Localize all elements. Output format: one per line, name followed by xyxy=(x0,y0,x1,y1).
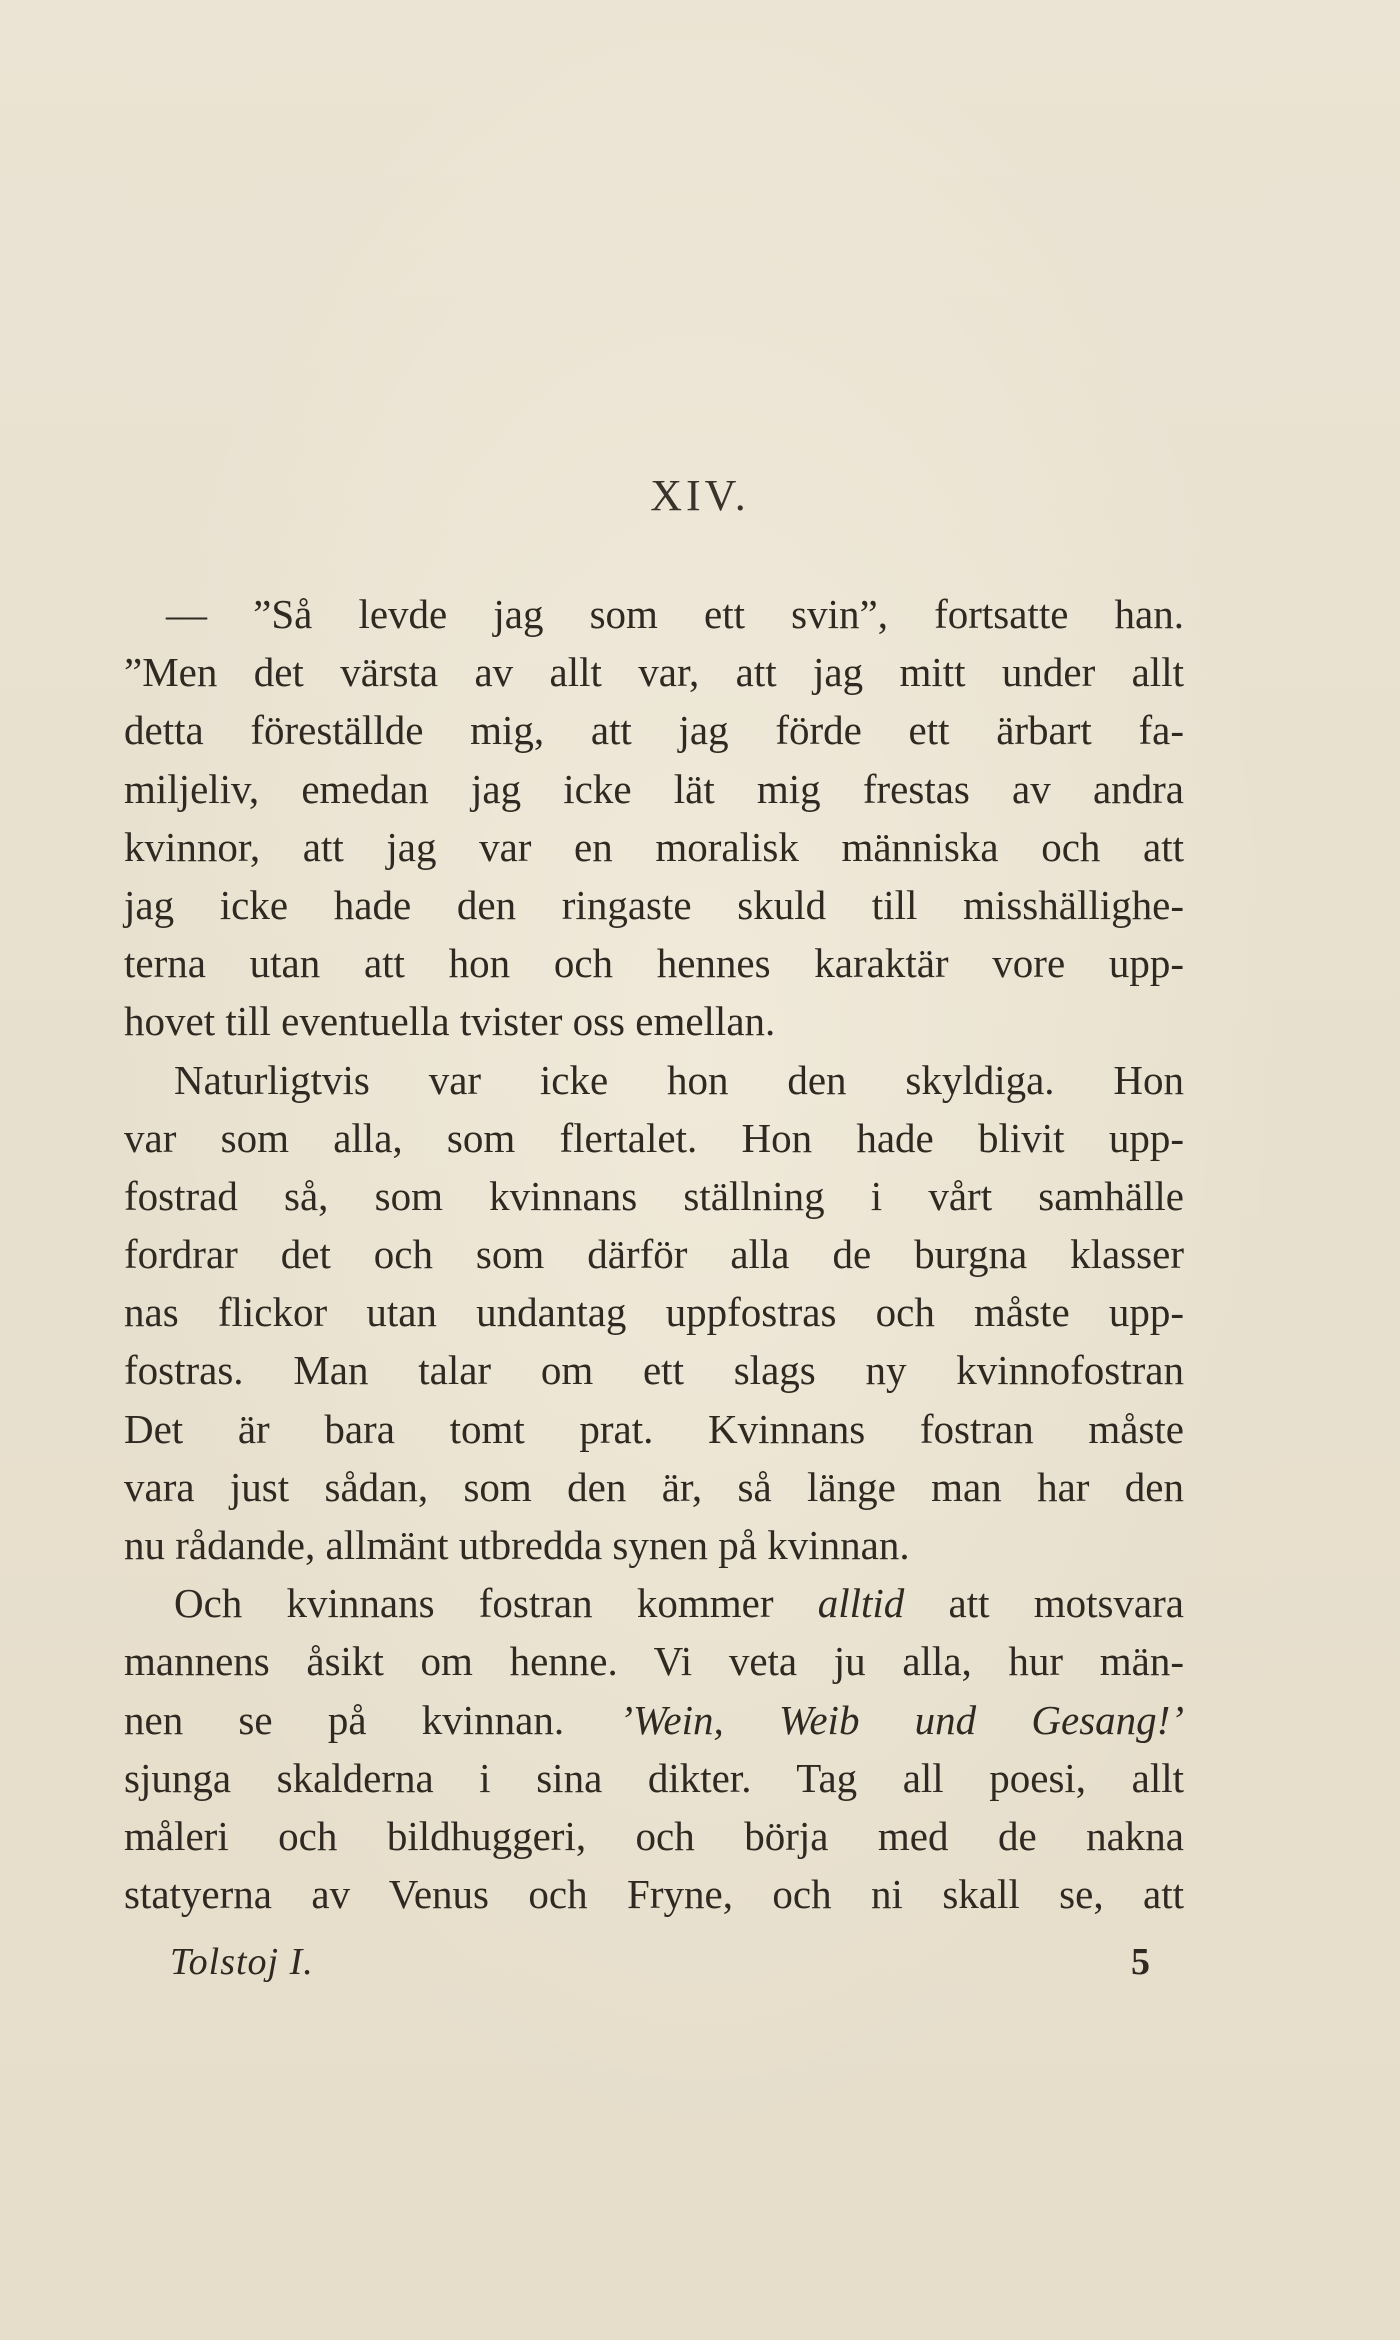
text-line: fostras. Man talar om ett slags ny kvinnofostran xyxy=(124,1347,1184,1394)
chapter-heading: XIV. xyxy=(650,471,750,520)
emphasis-alltid: alltid xyxy=(817,1580,905,1627)
text-line: statyerna av Venus och Fryne, och ni skall se, att xyxy=(124,1871,1184,1918)
page-number: 5 xyxy=(1131,1941,1150,1983)
text-line: jag icke hade den ringaste skuld till misshällighe- xyxy=(124,881,1184,928)
text-line: mannens åsikt om henne. Vi veta ju alla, hur män- xyxy=(124,1638,1184,1685)
text-line: terna utan att hon och hennes karaktär vore upp- xyxy=(124,940,1184,987)
text-line: miljeliv, emedan jag icke lät mig frestas av andra xyxy=(124,765,1184,812)
text-line: Naturligtvis var icke hon den skyldiga. Hon xyxy=(174,1056,1184,1103)
text-line: fostrad så, som kvinnans ställning i vårt samhälle xyxy=(124,1172,1184,1219)
text-line: var som alla, som flertalet. Hon hade blivit upp- xyxy=(124,1114,1184,1161)
text-line: — ”Så levde jag som ett svin”, fortsatte han. xyxy=(166,591,1184,637)
text-line: nu rådande, allmänt utbredda synen på kvinnan. xyxy=(124,1522,910,1568)
text-line: måleri och bildhuggeri, och börja med de nakna xyxy=(124,1812,1184,1859)
text-line: sjunga skalderna i sina dikter. Tag all poesi, allt xyxy=(124,1754,1184,1801)
text-line: kvinnor, att jag var en moralisk människa och att xyxy=(124,823,1184,870)
emphasis-quote: ’Wein, Weib und Gesang!’ xyxy=(619,1696,1184,1743)
body-text xyxy=(124,585,1184,1923)
printer-signature: Tolstoj I. xyxy=(170,1941,314,1983)
text-line: detta föreställde mig, att jag förde ett ärbart fa- xyxy=(124,707,1184,754)
text-line: fordrar det och som därför alla de burgna klasser xyxy=(124,1231,1184,1278)
text-line: nas flickor utan undantag uppfostras och måste upp- xyxy=(124,1289,1184,1336)
page-footer xyxy=(170,1940,1150,2000)
text-line: vara just sådan, som den är, så länge man har den xyxy=(124,1463,1184,1510)
text-line: Och kvinnans fostran kommer alltid att motsvara xyxy=(174,1580,1184,1627)
text-line: ”Men det värsta av allt var, att jag mitt under allt xyxy=(124,649,1184,696)
text-line: Det är bara tomt prat. Kvinnans fostran måste xyxy=(124,1405,1184,1452)
text-line: nen se på kvinnan. ’Wein, Weib und Gesang!’ xyxy=(124,1696,1184,1743)
text-line: hovet till eventuella tvister oss emellan. xyxy=(124,998,776,1045)
